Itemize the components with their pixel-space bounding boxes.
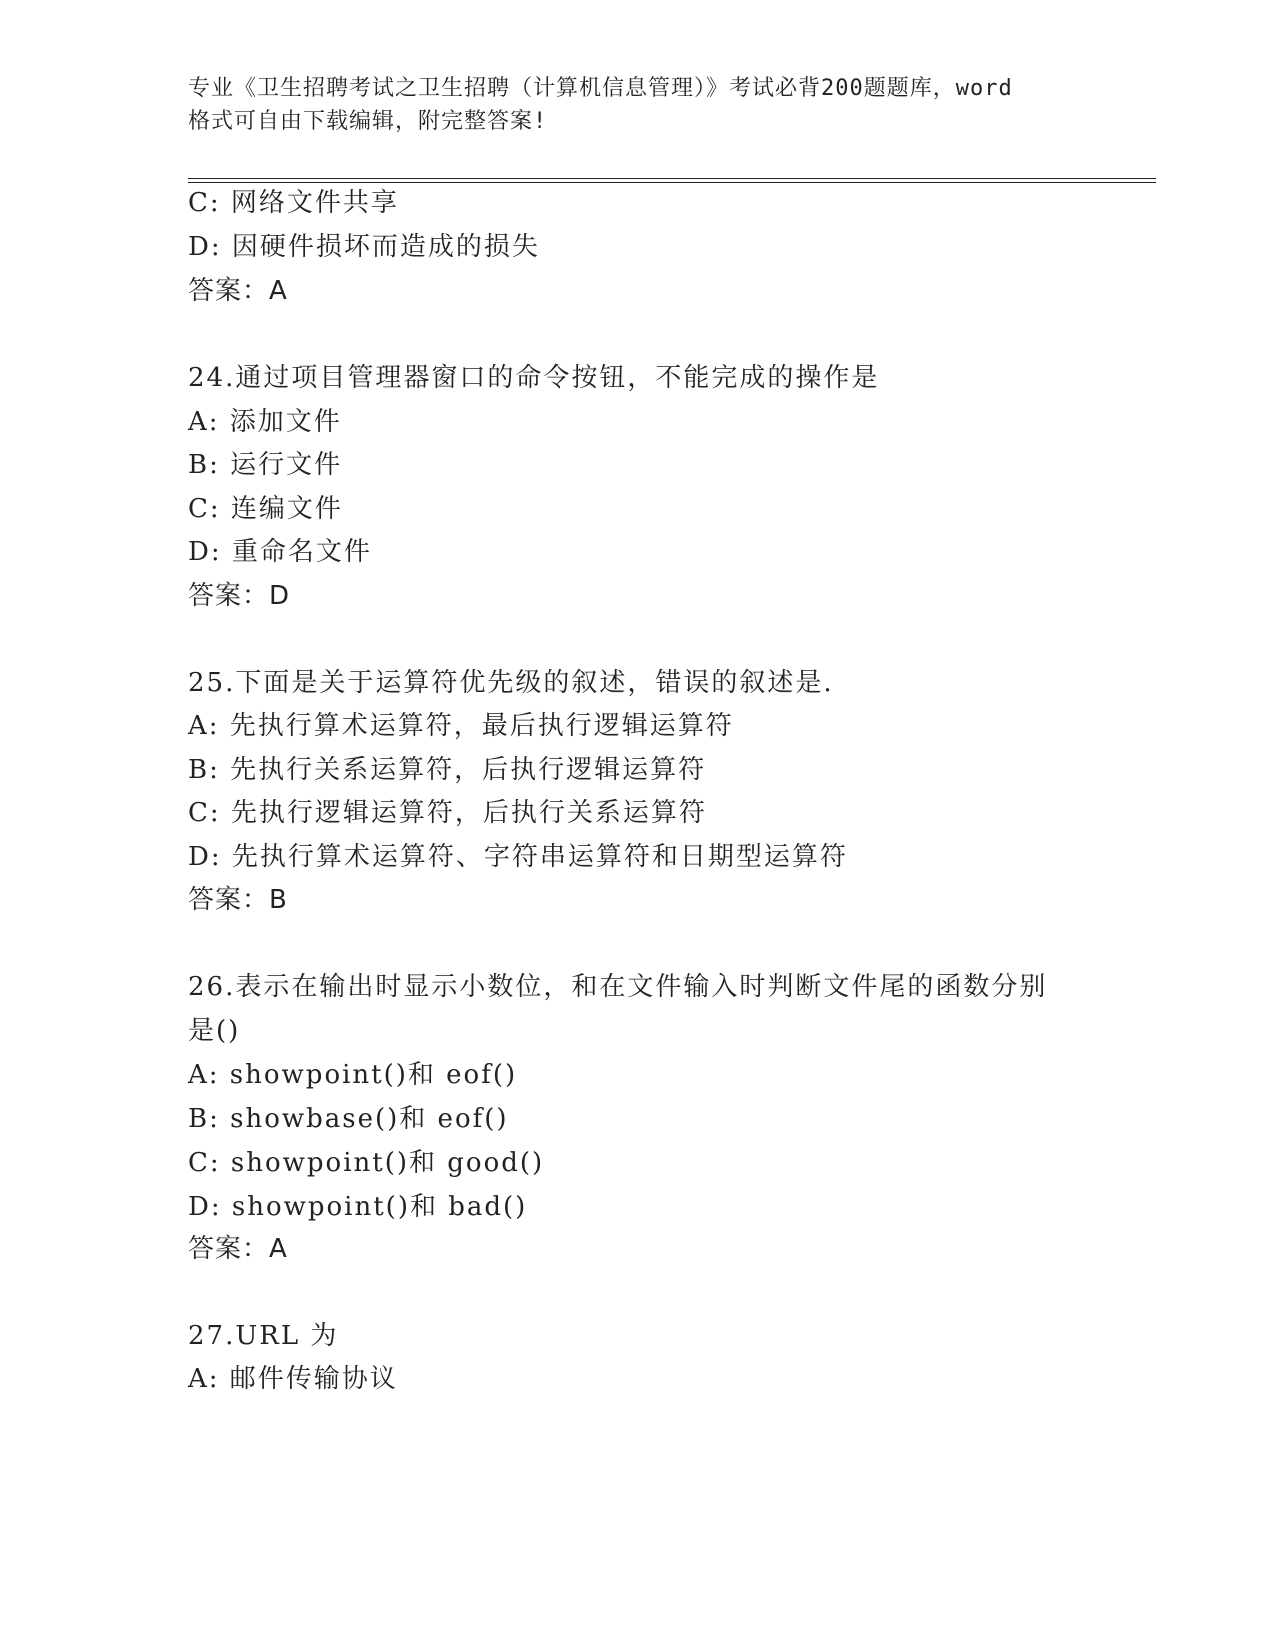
question-line: 25.下面是关于运算符优先级的叙述，错误的叙述是. — [188, 668, 834, 698]
header-title-line-2: 格式可自由下载编辑，附完整答案! — [188, 109, 548, 134]
question-line: 27.URL 为 — [188, 1321, 339, 1351]
option-line: B: showbase()和 eof() — [188, 1104, 509, 1134]
option-line: A: 邮件传输协议 — [188, 1364, 398, 1394]
header-divider — [188, 178, 1156, 183]
option-line: C: 连编文件 — [188, 494, 343, 524]
answer-line: 答案：B — [188, 885, 288, 915]
option-line: D: showpoint()和 bad() — [188, 1192, 528, 1222]
option-line: A: 先执行算术运算符，最后执行逻辑运算符 — [188, 711, 734, 741]
option-line: A: showpoint()和 eof() — [188, 1060, 518, 1090]
option-line: D: 重命名文件 — [188, 537, 372, 567]
question-line: 是() — [188, 1016, 241, 1046]
option-line: B: 运行文件 — [188, 450, 343, 480]
document-header — [188, 72, 1118, 138]
answer-line: 答案：D — [188, 581, 291, 611]
answer-line: 答案：A — [188, 1234, 288, 1264]
option-line: D: 因硬件损坏而造成的损失 — [188, 232, 540, 262]
header-title-line-1: 专业《卫生招聘考试之卫生招聘（计算机信息管理）》考试必背200题题库，word — [188, 76, 1013, 101]
option-line: C: 先执行逻辑运算符，后执行关系运算符 — [188, 798, 707, 828]
option-line: D: 先执行算术运算符、字符串运算符和日期型运算符 — [188, 842, 848, 872]
answer-line: 答案：A — [188, 276, 288, 306]
question-line: 26.表示在输出时显示小数位，和在文件输入时判断文件尾的函数分别 — [188, 972, 1048, 1002]
question-line: 24.通过项目管理器窗口的命令按钮，不能完成的操作是 — [188, 363, 880, 393]
option-line: A: 添加文件 — [188, 407, 342, 437]
option-line: C: 网络文件共享 — [188, 188, 399, 218]
option-line: B: 先执行关系运算符，后执行逻辑运算符 — [188, 755, 707, 785]
option-line: C: showpoint()和 good() — [188, 1148, 545, 1178]
